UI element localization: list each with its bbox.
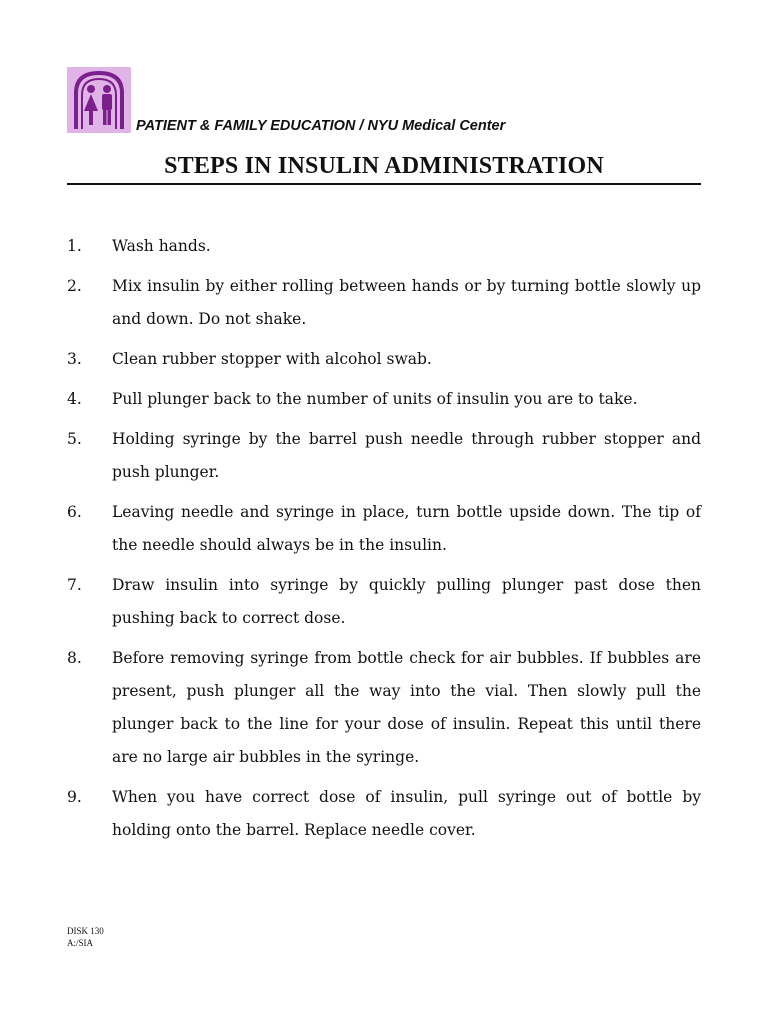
step-text: Before removing syringe from bottle check for air bubbles. If bubbles are present, push plunger all the way into the vial. Then slowly pull the plunger back to the line for your dose of insulin. Repeat this until there are no large air bubbles in the syringe. [112,649,701,766]
step-item [67,343,701,376]
family-figures-icon [67,67,131,133]
step-number: 8. [67,649,82,667]
step-number: 5. [67,430,82,448]
step-number: 4. [67,390,82,408]
step-text: Pull plunger back to the number of units of insulin you are to take. [112,390,638,408]
step-number: 2. [67,277,82,295]
step-text: Draw insulin into syringe by quickly pulling plunger past dose then pushing back to correct dose. [112,576,701,627]
step-number: 7. [67,576,82,594]
title-divider [67,183,701,185]
step-number: 3. [67,350,82,368]
step-text: Clean rubber stopper with alcohol swab. [112,350,432,368]
step-number: 6. [67,503,82,521]
step-text: Leaving needle and syringe in place, turn bottle upside down. The tip of the needle should always be in the insulin. [112,503,701,554]
step-text: Holding syringe by the barrel push needle through rubber stopper and push plunger. [112,430,701,481]
document-title: STEPS IN INSULIN ADMINISTRATION [164,153,604,179]
steps-list [67,230,701,854]
step-item [67,781,701,847]
step-number: 9. [67,788,82,806]
step-text: Mix insulin by either rolling between hands or by turning bottle slowly up and down. Do not shake. [112,277,701,328]
header-organization: PATIENT & FAMILY EDUCATION / NYU Medical Center [136,118,506,134]
step-text: Wash hands. [112,237,211,255]
step-item [67,642,701,774]
step-item [67,423,701,489]
footer [67,925,104,949]
step-item [67,496,701,562]
footer-disk-label: DISK 130 [67,926,104,936]
step-item [67,230,701,263]
step-item [67,383,701,416]
footer-file-path: A:/SIA [67,938,94,948]
step-item [67,270,701,336]
step-item [67,569,701,635]
step-text: When you have correct dose of insulin, pull syringe out of bottle by holding onto the barrel. Replace needle cover. [112,788,701,839]
logo [67,67,131,133]
step-number: 1. [67,237,82,255]
